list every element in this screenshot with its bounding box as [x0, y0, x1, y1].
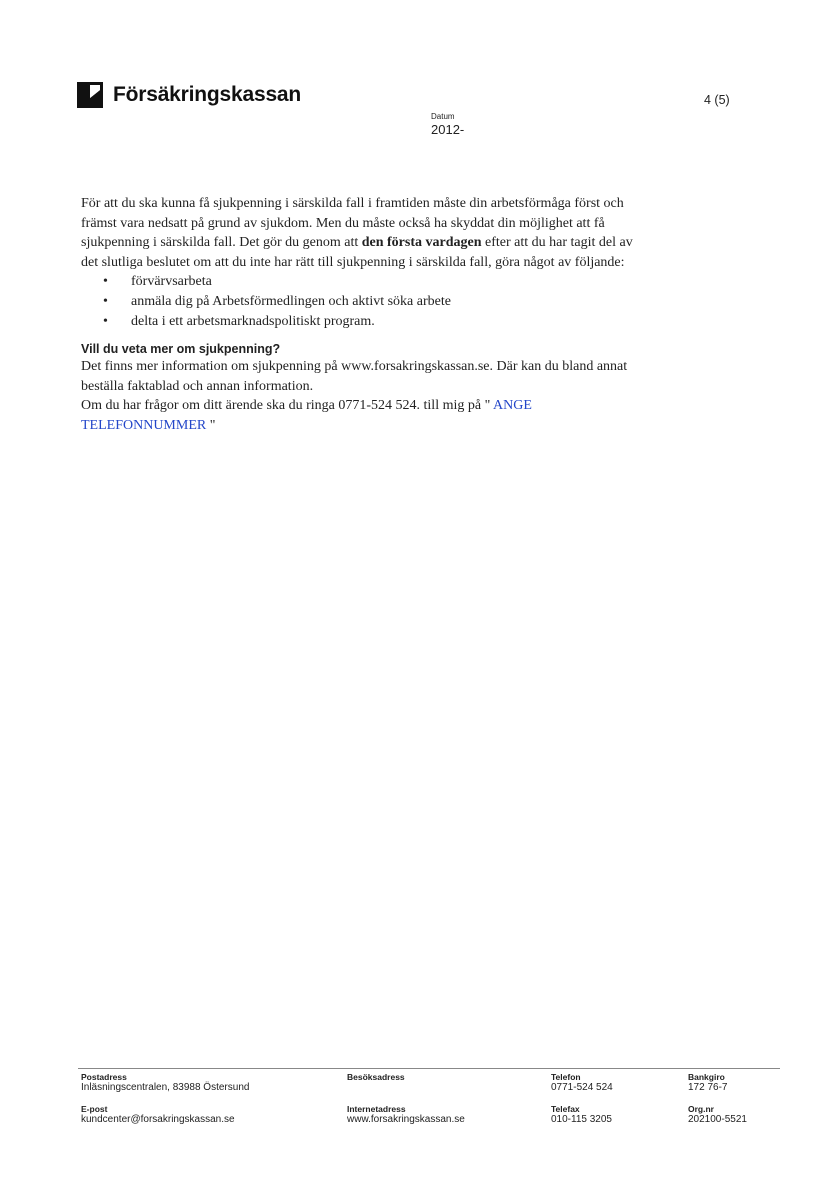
forsakringskassan-logo-icon: [77, 82, 103, 108]
letter-body: [81, 194, 641, 436]
date-label: Datum: [431, 112, 455, 121]
footer-phone: Telefon 0771-524 524: [551, 1072, 613, 1093]
footer-org-number: Org.nr 202100-5521: [688, 1104, 747, 1125]
phone-placeholder: ANGE TELEFONNUMMER: [81, 398, 532, 433]
list-item: • anmäla dig på Arbetsförmedlingen och aktivt söka arbete: [81, 292, 641, 312]
logo-text: Försäkringskassan: [113, 83, 302, 106]
footer-email: E-post kundcenter@forsakringskassan.se: [81, 1104, 235, 1125]
intro-paragraph: För att du ska kunna få sjukpenning i särskilda fall i framtiden måste din arbetsförmåga först och främst vara nedsatt på grund av sjukdom. Men du måste också ha skyddat din möjlighet att få sjukpenning i särskilda fall. Det gör du genom att den första vardagen efter att du har tagit del av det slutliga beslutet om att du inte har rätt till sjukpenning i särskilda fall, göra något av följande:: [81, 196, 633, 270]
footer-postal-address: Postadress Inläsningscentralen, 83988 Östersund: [81, 1072, 250, 1093]
required-actions-list: [81, 272, 641, 331]
page-number: 4 (5): [704, 93, 730, 107]
footer-website: Internetadress www.forsakringskassan.se: [347, 1104, 465, 1125]
first-workday-emphasis: den första vardagen: [361, 235, 482, 251]
list-item: • delta i ett arbetsmarknadspolitiskt program.: [81, 312, 641, 332]
footer-bankgiro: Bankgiro 172 76-7: [688, 1072, 728, 1093]
header-logo: [77, 82, 301, 108]
footer-fax: Telefax 010-115 3205: [551, 1104, 612, 1125]
footer-divider: [78, 1068, 780, 1069]
info-paragraph: Det finns mer information om sjukpenning på www.forsakringskassan.se. Där kan du bland annat beställa faktablad och annan information.: [81, 359, 628, 394]
list-item: • förvärvsarbeta: [81, 272, 641, 292]
contact-paragraph: Om du har frågor om ditt ärende ska du ringa 0771-524 524. till mig på " ANGE TELEFONNUMMER ": [81, 398, 532, 433]
info-heading: Vill du veta mer om sjukpenning?: [81, 342, 281, 357]
footer-visiting-address: Besöksadress: [347, 1072, 405, 1082]
date-value: 2012-: [431, 122, 465, 137]
